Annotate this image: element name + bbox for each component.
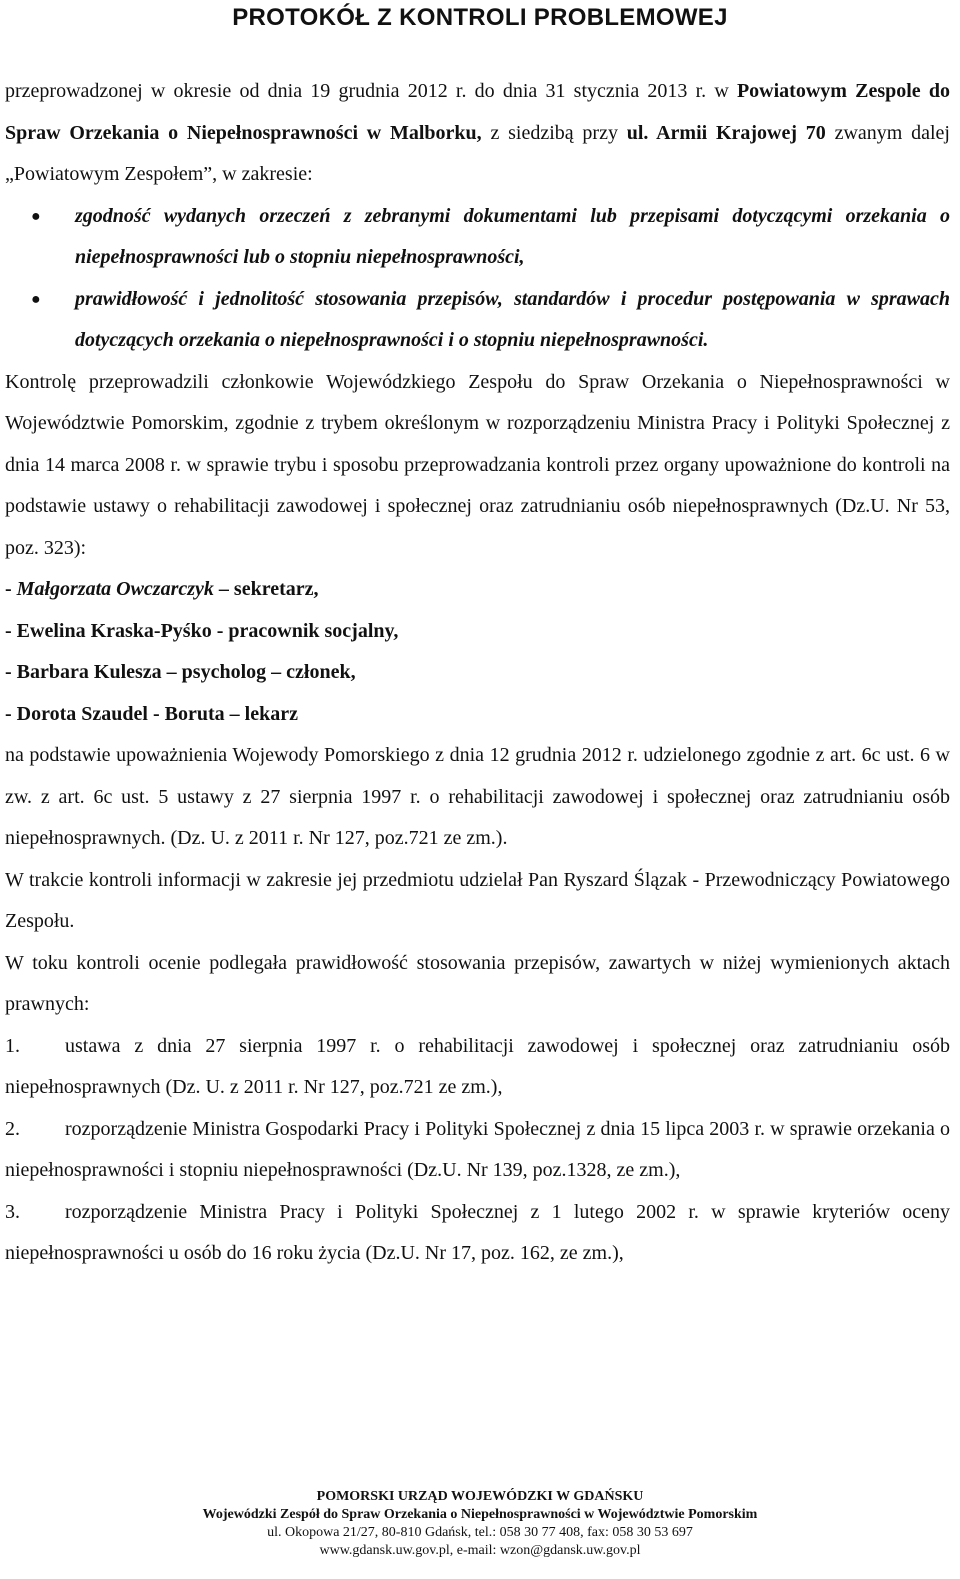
scope-item — [31, 196, 950, 279]
legal-act-text: rozporządzenie Ministra Gospodarki Pracy i Polityki Społecznej z dnia 15 lipca 2003 r. w sprawie orzekania o niepełnosprawności i stopniu niepełnosprawności (Dz.U. Nr 139, poz.1328, ze zm.), — [5, 1117, 950, 1181]
legal-acts-list — [5, 1026, 950, 1275]
footer-team-name: Wojewódzki Zespół do Spraw Orzekania o Niepełnosprawności w Województwie Pomorskim — [202, 1507, 758, 1522]
member-role: pracownik socjalny, — [228, 619, 399, 642]
evaluation-paragraph: W toku kontroli ocenie podlegała prawidłowość stosowania przepisów, zawartych w niżej wymienionych aktach prawnych: — [5, 951, 950, 1015]
document-body — [5, 71, 950, 1275]
scope-item — [31, 279, 950, 362]
legal-act-item — [5, 1026, 950, 1109]
legal-act-number: 2. — [5, 1117, 20, 1140]
institution-name: Powiatowym Zespole do Spraw Orzekania o Niepełnosprawności w Malborku, — [5, 80, 950, 144]
member-role: lekarz — [244, 702, 298, 725]
legal-act-item — [5, 1109, 950, 1192]
footer-address: ul. Okopowa 21/27, 80-810 Gdańsk, tel.: 058 30 77 408, fax: 058 30 53 697 — [267, 1525, 693, 1540]
intro-text-2: z siedzibą przy — [481, 121, 627, 144]
members-list — [5, 569, 950, 735]
member-name: Barbara Kulesza — [16, 661, 162, 683]
scope-list — [5, 196, 950, 362]
legal-act-number: 3. — [5, 1200, 20, 1223]
footer-contact: www.gdansk.uw.gov.pl, e-mail: wzon@gdansk.uw.gov.pl — [319, 1543, 641, 1558]
member-name: Małgorzata Owczarczyk — [16, 578, 214, 600]
member-role: psycholog – członek, — [181, 661, 356, 683]
document-title: PROTOKÓŁ Z KONTROLI PROBLEMOWEJ — [232, 4, 728, 31]
member-item: - Małgorzata Owczarczyk – sekretarz, — [5, 578, 319, 600]
intro-text: przeprowadzonej w okresie od dnia 19 grudnia 2012 r. do dnia 31 stycznia 2013 r. w — [5, 80, 737, 102]
authorization-paragraph: na podstawie upoważnienia Wojewody Pomorskiego z dnia 12 grudnia 2012 r. udzielonego zgodnie z art. 6c ust. 6 w zw. z art. 6c ust. 5 ustawy z 27 sierpnia 1997 r. o rehabilitacji zawodowej i społecznej oraz zatrudnianiu osób niepełnosprawnych. (Dz. U. z 2011 r. Nr 127, poz.721 ze zm.). — [5, 744, 950, 849]
bullet-icon: ● — [31, 290, 41, 308]
bullet-icon: ● — [31, 207, 41, 225]
legal-act-text: rozporządzenie Ministra Pracy i Polityki Społecznej z 1 lutego 2002 r. w sprawie kryteriów oceny niepełnosprawności u osób do 16 roku życia (Dz.U. Nr 17, poz. 162, ze zm.), — [5, 1200, 950, 1264]
intro-text-3: zwanym dalej „Powiatowym Zespołem”, w zakresie: — [5, 121, 950, 185]
member-role: sekretarz, — [233, 578, 319, 600]
page-footer — [0, 1488, 960, 1560]
scope-item-text: prawidłowość i jednolitość stosowania przepisów, standardów i procedur postępowania w sprawach dotyczących orzekania o niepełnosprawności i o stopniu niepełnosprawności. — [75, 287, 950, 351]
institution-address: ul. Armii Krajowej 70 — [626, 121, 826, 144]
legal-act-text: ustawa z dnia 27 sierpnia 1997 r. o rehabilitacji zawodowej i społecznej oraz zatrudnianiu osób niepełnosprawnych (Dz. U. z 2011 r. Nr 127, poz.721 ze zm.), — [5, 1034, 950, 1098]
legal-act-item — [5, 1192, 950, 1275]
intro-paragraph — [5, 71, 950, 196]
info-paragraph: W trakcie kontroli informacji w zakresie jej przedmiotu udzielał Pan Ryszard Ślązak - Przewodniczący Powiatowego Zespołu. — [5, 868, 950, 932]
inspection-paragraph: Kontrolę przeprowadzili członkowie Wojewódzkiego Zespołu do Spraw Orzekania o Niepełnosprawności w Województwie Pomorskim, zgodnie z trybem określonym w rozporządzeniu Ministra Pracy i Polityki Społecznej z dnia 14 marca 2008 r. w sprawie trybu i sposobu przeprowadzania kontroli przez organy upoważnione do kontroli na podstawie ustawy o rehabilitacji zawodowej i społecznej oraz zatrudnianiu osób niepełnosprawnych (Dz.U. Nr 53, poz. 323): — [5, 370, 950, 559]
scope-item-text: zgodność wydanych orzeczeń z zebranymi dokumentami lub przepisami dotyczącymi orzekania o niepełnosprawności lub o stopniu niepełnosprawności, — [75, 204, 950, 268]
member-item: - Dorota Szaudel - Boruta – lekarz — [5, 702, 298, 725]
member-name: Ewelina Kraska-Pyśko — [16, 619, 212, 642]
footer-office-name: POMORSKI URZĄD WOJEWÓDZKI W GDAŃSKU — [316, 1489, 644, 1504]
legal-act-number: 1. — [5, 1034, 20, 1057]
member-item: - Barbara Kulesza – psycholog – członek, — [5, 661, 356, 683]
member-name: Dorota Szaudel - Boruta — [16, 702, 225, 725]
member-item: - Ewelina Kraska-Pyśko - pracownik socjalny, — [5, 619, 399, 642]
